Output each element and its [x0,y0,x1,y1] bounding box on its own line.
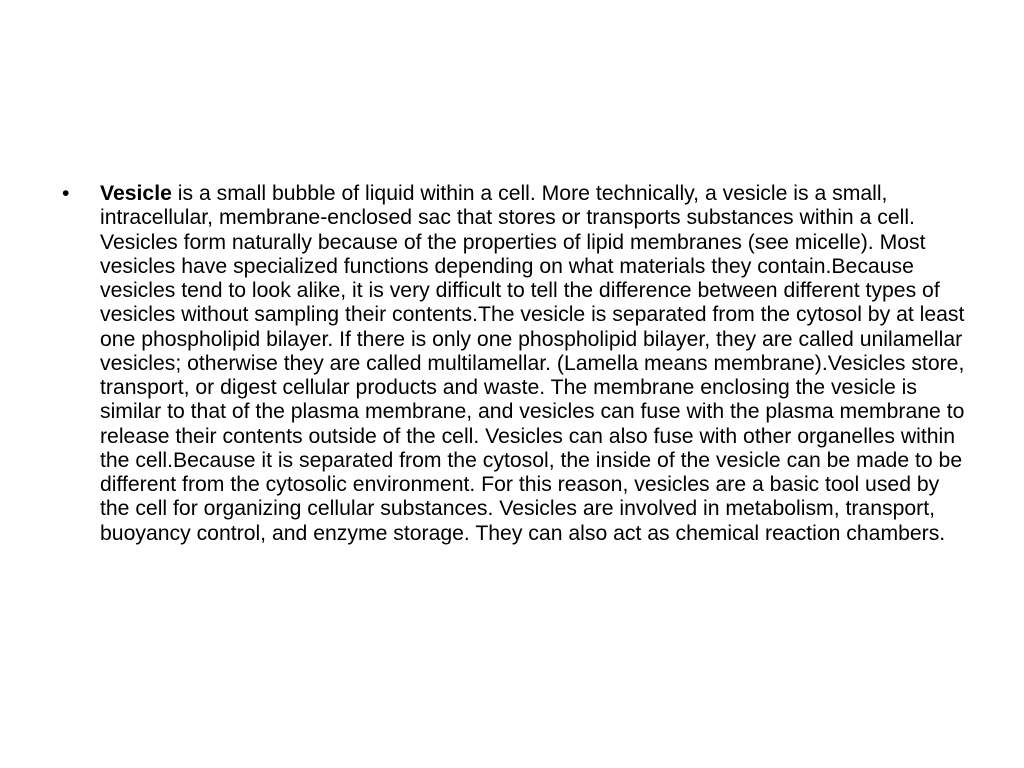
bullet-item-vesicle [62,182,967,546]
bullet-marker: • [62,182,70,205]
bullet-list [62,182,967,546]
paragraph-text: is a small bubble of liquid within a cell. More technically, a vesicle is a small, intracellular, membrane-enclosed sac that stores or transports substances within a cell. Vesicles form naturally because of the properties of lipid membranes (see micelle). Most vesicles have specialized functions depending on what materials they contain.Because vesicles tend to look alike, it is very difficult to tell the difference between different types of vesicles without sampling their contents.The vesicle is separated from the cytosol by at least one phospholipid bilayer. If there is only one phospholipid bilayer, they are called unilamellar vesicles; otherwise they are called multilamellar. (Lamella means membrane).Vesicles store, transport, or digest cellular products and waste. The membrane enclosing the vesicle is similar to that of the plasma membrane, and vesicles can fuse with the plasma membrane to release their contents outside of the cell. Vesicles can also fuse with other organelles within the cell.Because it is separated from the cytosol, the inside of the vesicle can be made to be different from the cytosolic environment. For this reason, vesicles are a basic tool used by the cell for organizing cellular substances. Vesicles are involved in metabolism, transport, buoyancy control, and enzyme storage. They can also act as chemical reaction chambers. [100,182,965,545]
term-vesicle: Vesicle [100,182,172,205]
